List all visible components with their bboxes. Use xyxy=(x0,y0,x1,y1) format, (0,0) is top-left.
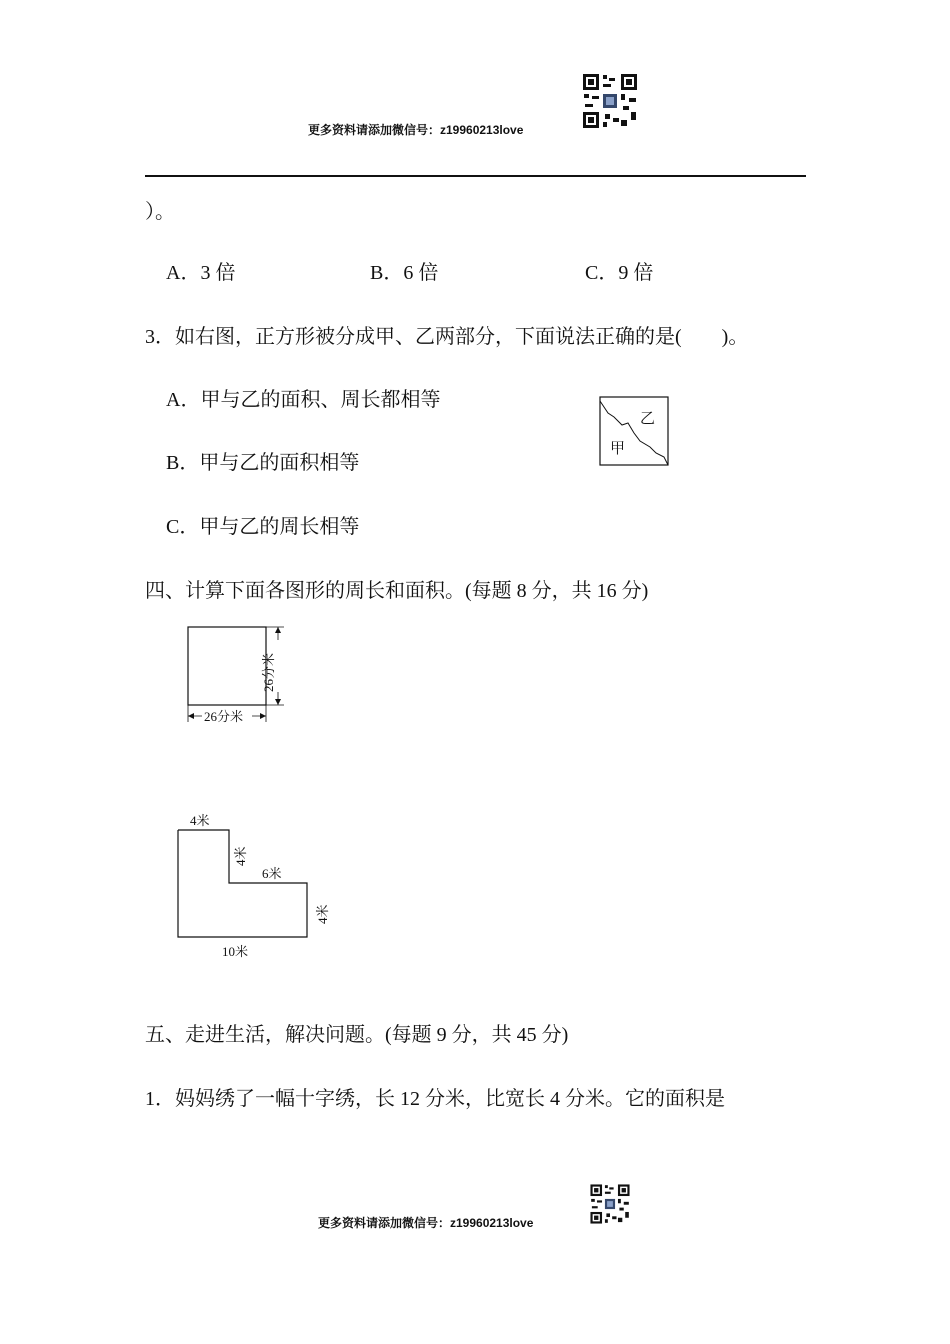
l-shape-figure xyxy=(170,808,340,968)
header-rule xyxy=(145,175,806,177)
figure-label-yi: 乙 xyxy=(640,411,656,427)
continuation-text: ）。 xyxy=(145,201,175,223)
square-right-label: 26分米 xyxy=(261,652,276,692)
qr-code-icon xyxy=(581,72,639,130)
q3-option-c: C．甲与乙的周长相等 xyxy=(166,516,360,538)
footer-text: 更多资料请添加微信号：z19960213love xyxy=(318,1216,534,1230)
lshape-right-label: 4米 xyxy=(315,904,330,924)
q2-option-b: B．6 倍 xyxy=(370,262,439,284)
lshape-bottom-label: 10米 xyxy=(222,944,249,959)
q3-stem: 3．如右图，正方形被分成甲、乙两部分，下面说法正确的是( )。 xyxy=(145,326,749,348)
q2-option-a: A．3 倍 xyxy=(166,262,236,284)
section4-title: 四、计算下面各图形的周长和面积。(每题 8 分，共 16 分) xyxy=(145,580,649,602)
header-text: 更多资料请添加微信号：z19960213love xyxy=(308,123,524,137)
lshape-inner-vertical-label: 4米 xyxy=(233,846,248,866)
square-bottom-label: 26分米 xyxy=(204,709,244,724)
lshape-inner-horizontal-label: 6米 xyxy=(262,866,282,881)
q3-option-a: A．甲与乙的面积、周长都相等 xyxy=(166,389,441,411)
q2-option-c: C．9 倍 xyxy=(585,262,654,284)
section5-q1: 1．妈妈绣了一幅十字绣，长 12 分米，比宽长 4 分米。它的面积是 xyxy=(145,1088,725,1110)
section5-title: 五、走进生活，解决问题。(每题 9 分，共 45 分) xyxy=(145,1024,569,1046)
lshape-top-label: 4米 xyxy=(190,813,210,828)
q3-option-b: B．甲与乙的面积相等 xyxy=(166,452,360,474)
divided-square-figure xyxy=(598,395,672,469)
square-figure xyxy=(180,620,300,730)
footer-qr-code-icon xyxy=(589,1183,631,1225)
figure-label-jia: 甲 xyxy=(610,441,626,457)
